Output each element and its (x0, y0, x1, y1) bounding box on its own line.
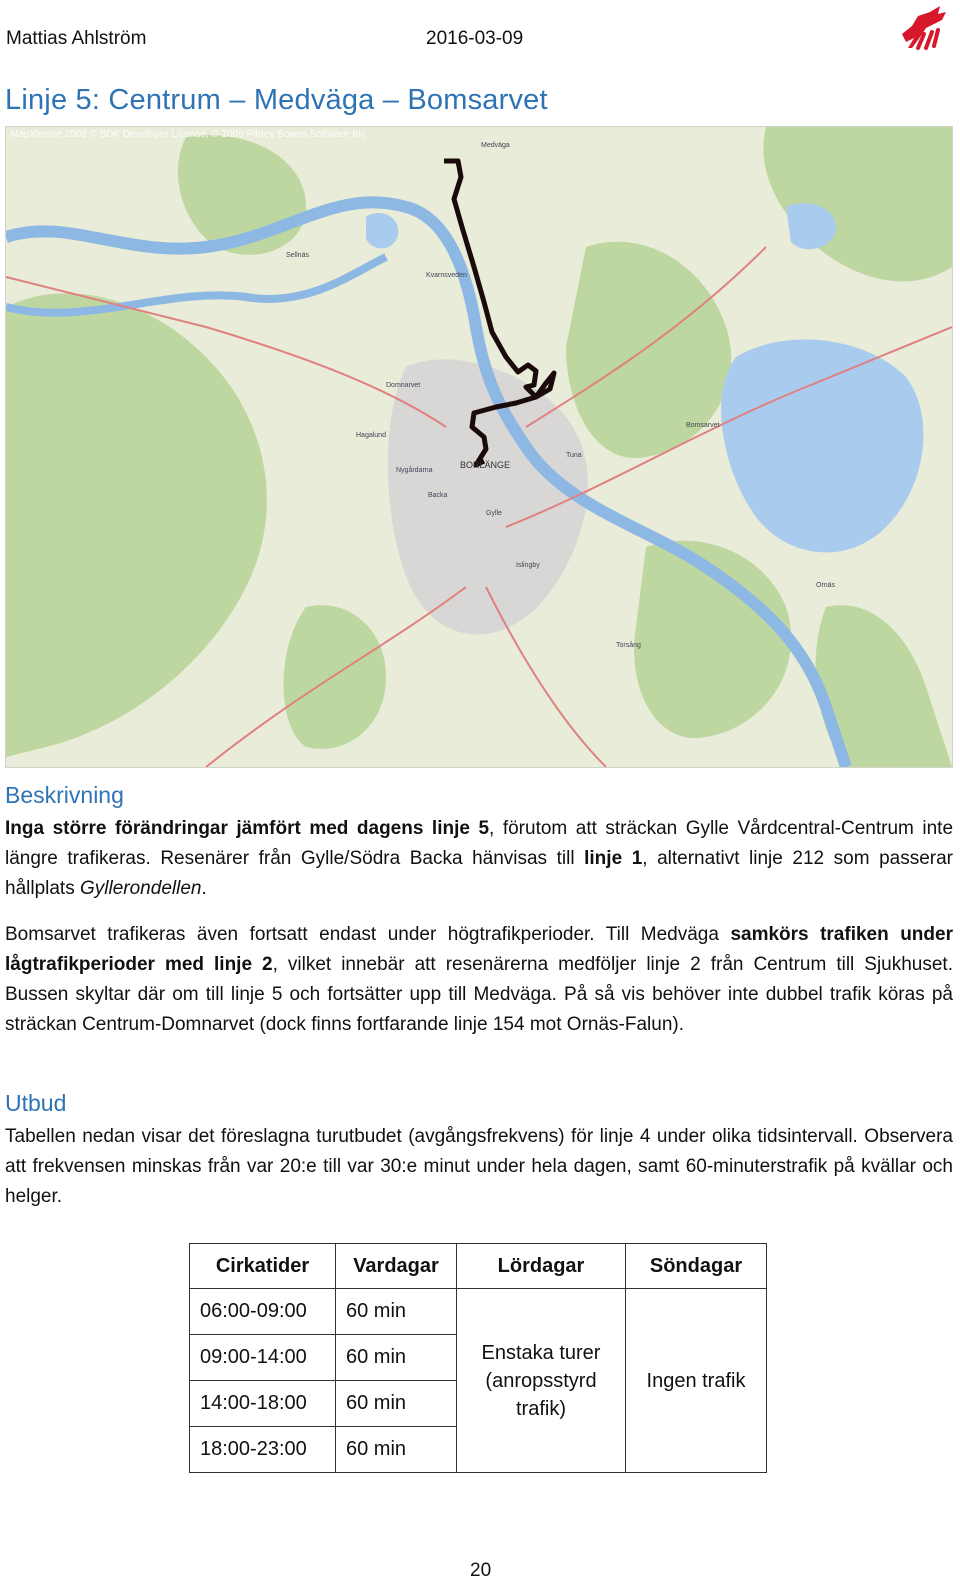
map-label-sellnas: Sellnäs (286, 252, 309, 259)
body-text: , förutom att sträckan Gylle Vårdcentral-Centrum inte längre trafikeras. Resenärer från Gylle/Södra Backa hänvisas till (5, 818, 954, 869)
table-header-cirkatider: Cirkatider (190, 1244, 336, 1289)
section-heading-utbud: Utbud (5, 1090, 67, 1116)
map-label-bomsarvet: Bomsarvet (686, 422, 720, 429)
body-text: . (201, 878, 207, 899)
beskrivning-paragraph-1 (5, 814, 953, 904)
map-label-islingby: Islingby (516, 562, 540, 569)
page-number: 20 (470, 1560, 492, 1581)
bold-text: linje 1 (584, 848, 643, 869)
italic-text: Gyllerondellen (80, 878, 202, 899)
table-header-sondagar: Söndagar (626, 1244, 767, 1289)
map-label-tuna: Tuna (566, 452, 582, 459)
bold-text: Inga större förändringar jämfört med dagens linje 5 (5, 818, 490, 839)
table-cell-weekday: 60 min (336, 1427, 457, 1473)
map-label-hagalund: Hagalund (356, 432, 386, 439)
table-cell-time: 09:00-14:00 (190, 1335, 336, 1381)
map-label-borlange: BORLÄNGE (460, 460, 511, 470)
timetable (189, 1243, 767, 1473)
map-label-torsang: Torsång (616, 642, 641, 649)
utbud-paragraph: Tabellen nedan visar det föreslagna turutbudet (avgångsfrekvens) för linje 4 under olika tidsintervall. Observera att frekvensen minskas från var 20:e till var 30:e minut under hela dagen, samt 60-minuterstrafik på kvällar och helger. (5, 1126, 953, 1207)
beskrivning-paragraph-2 (5, 920, 953, 1040)
table-header-lordagar: Lördagar (457, 1244, 626, 1289)
section-heading-beskrivning: Beskrivning (5, 782, 124, 808)
table-cell-time: 06:00-09:00 (190, 1289, 336, 1335)
table-cell-saturday: Enstaka turer (anropsstyrd trafik) (457, 1289, 626, 1473)
map-label-gylle: Gylle (486, 510, 502, 517)
header-date: 2016-03-09 (426, 28, 524, 49)
table-cell-weekday: 60 min (336, 1289, 457, 1335)
map-label-medvaga: Medväga (481, 142, 510, 149)
map-copyright: MapXtreme 2008 © SDK Developer License, © 2009 Pitney Bowes Software Inc (10, 129, 366, 140)
table-cell-weekday: 60 min (336, 1381, 457, 1427)
table-cell-sunday: Ingen trafik (626, 1289, 767, 1473)
table-row (190, 1289, 767, 1335)
body-text: , alternativt linje 212 som passerar hållplats (5, 848, 953, 899)
table-cell-time: 14:00-18:00 (190, 1381, 336, 1427)
map-label-kvarnsveden: Kvarnsveden (426, 272, 467, 279)
header-author: Mattias Ahlström (6, 28, 147, 49)
table-cell-time: 18:00-23:00 (190, 1427, 336, 1473)
table-header-row (190, 1244, 767, 1289)
map-label-backa: Backa (428, 492, 448, 499)
route-map (5, 126, 953, 768)
red-horse-logo-icon (896, 4, 952, 52)
map-label-domnarvet: Domnarvet (386, 382, 421, 389)
bold-text: samkörs trafiken under lågtrafikperioder med linje 2 (5, 924, 953, 975)
table-cell-weekday: 60 min (336, 1335, 457, 1381)
body-text: Bomsarvet trafikeras även fortsatt endast under högtrafikperioder. Till Medväga (5, 924, 731, 945)
table-header-vardagar: Vardagar (336, 1244, 457, 1289)
map-label-nygardarna: Nygårdarna (396, 467, 433, 474)
body-text: , vilket innebär att resenärerna medföljer linje 2 från Centrum till Sjukhuset. Bussen skyltar där om till linje 5 och fortsätter upp till Medväga. På så vis behöver inte dubbel trafik köras på sträckan Centrum-Domnarvet (dock finns fortfarande linje 154 mot Ornäs-Falun). (5, 954, 953, 1035)
page-title: Linje 5: Centrum – Medväga – Bomsarvet (5, 84, 548, 116)
map-label-ornas: Ornäs (816, 582, 836, 589)
